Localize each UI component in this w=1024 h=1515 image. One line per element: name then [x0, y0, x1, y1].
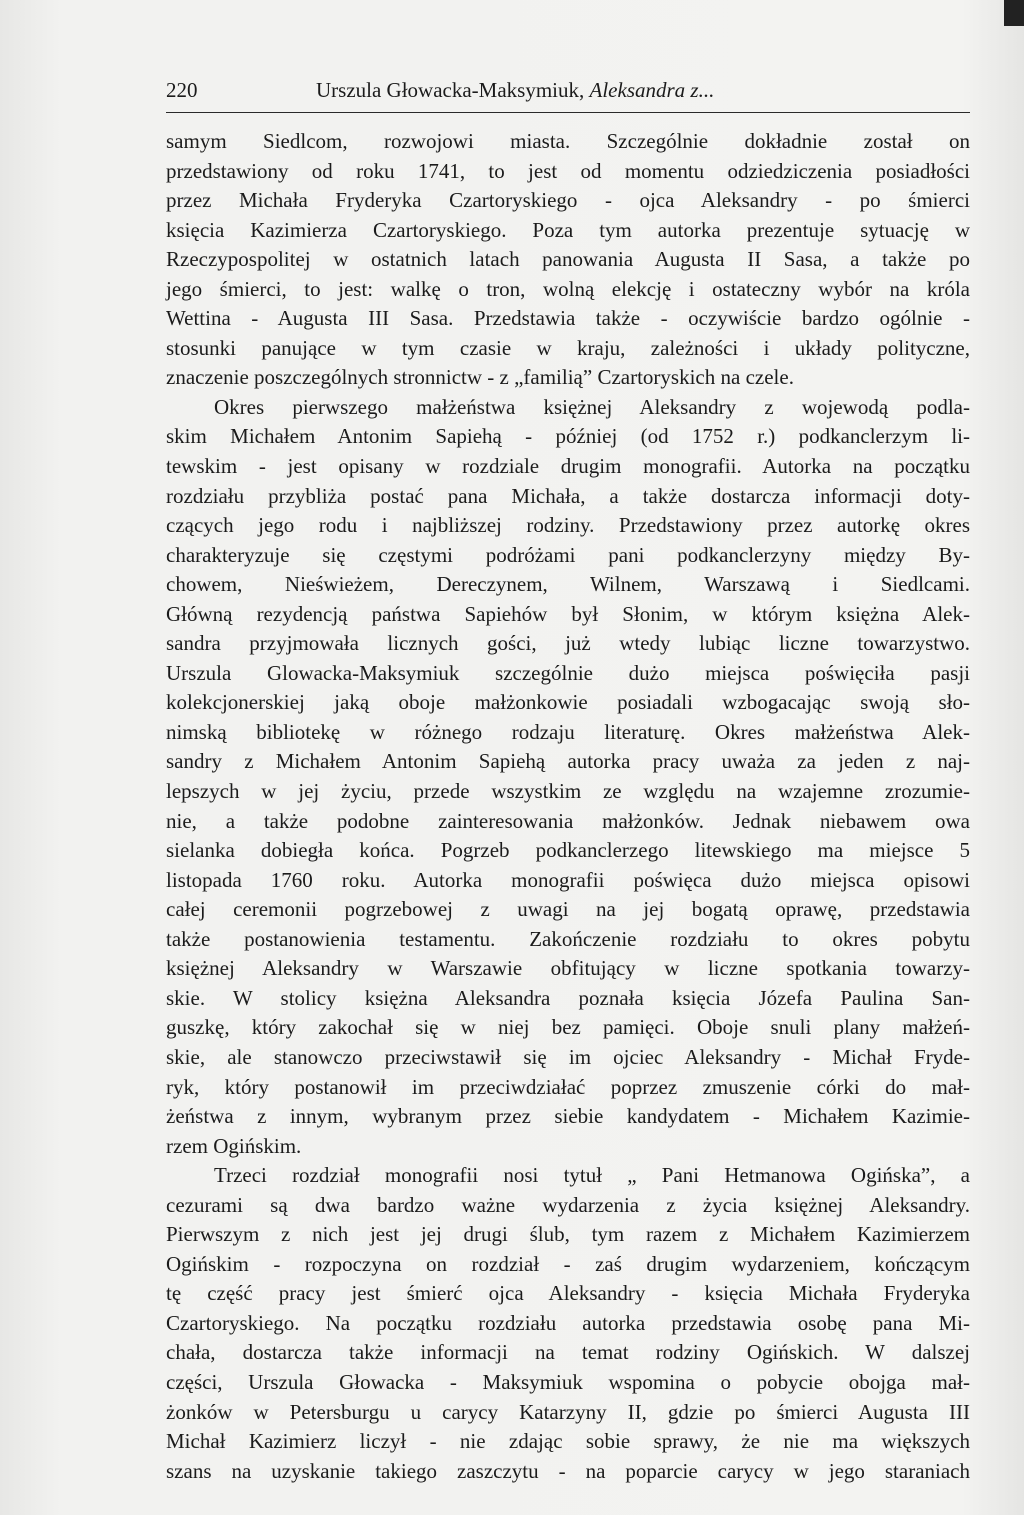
- text-line: całej ceremonii pogrzebowej z uwagi na jej bogatą oprawę, przedstawia: [166, 897, 970, 922]
- text-line: guszkę, który zakochał się w niej bez pamięci. Oboje snuli plany małżeń-: [166, 1015, 970, 1040]
- text-line: Trzeci rozdział monografii nosi tytuł „ Pani Hetmanowa Ogińska”, a: [214, 1163, 970, 1188]
- text-line: żonków w Petersburgu u carycy Katarzyny II, gdzie po śmierci Augusta III: [166, 1399, 970, 1424]
- text-line: kolekcjonerskiej jaką oboje małżonkowie posiadali wzbogacając swoją sło-: [166, 690, 970, 715]
- text-line: sandra przyjmowała licznych gości, już wtedy lubiąc liczne towarzystwo.: [166, 631, 970, 656]
- running-title: [316, 78, 714, 103]
- text-line: samym Siedlcom, rozwojowi miasta. Szczególnie dokładnie został on: [166, 129, 970, 153]
- text-line: skim Michałem Antonim Sapiehą - później (od 1752 r.) podkanclerzym li-: [166, 424, 970, 449]
- text-line: Czartoryskiego. Na początku rozdziału autorka przedstawia osobę pana Mi-: [166, 1310, 970, 1335]
- text-line: tę część pracy jest śmierć ojca Aleksandry - księcia Michała Fryderyka: [166, 1281, 970, 1306]
- header-book-title: Aleksandra z...: [589, 78, 715, 102]
- text-line: jego śmierci, to jest: walkę o tron, wolną elekcję i ostateczny wybór na króla: [166, 276, 970, 301]
- text-line: szans na uzyskanie takiego zaszczytu - na poparcie carycy w jego staraniach: [166, 1458, 970, 1483]
- text-line: czących jego rodu i najbliższej rodziny. Przedstawiony przez autorkę okres: [166, 513, 970, 538]
- scan-edge-shadow: [1004, 0, 1024, 26]
- text-line: części, Urszula Głowacka - Maksymiuk wspomina o pobycie obojga mał-: [166, 1369, 970, 1394]
- text-line: charakteryzuje się częstymi podróżami pani podkanclerzyny między By-: [166, 542, 970, 567]
- text-line: listopada 1760 roku. Autorka monografii poświęca dużo miejsca opisowi: [166, 867, 970, 892]
- text-line: Ogińskim - rozpoczyna on rozdział - zaś drugim wydarzeniem, kończącym: [166, 1251, 970, 1276]
- text-line: chowem, Nieświeżem, Dereczynem, Wilnem, Warszawą i Siedlcami.: [166, 572, 970, 597]
- text-line: skie. W stolicy księżna Aleksandra poznała księcia Józefa Paulina San-: [166, 985, 970, 1010]
- text-line: żeństwa z innym, wybranym przez siebie kandydatem - Michałem Kazimie-: [166, 1104, 970, 1129]
- text-line: Michał Kazimierz liczył - nie zdając sobie sprawy, że nie ma większych: [166, 1429, 970, 1454]
- text-line: chała, dostarcza także informacji na temat rodziny Ogińskich. W dalszej: [166, 1340, 970, 1365]
- header-author: Urszula Głowacka-Maksymiuk,: [316, 78, 585, 102]
- header-rule: [166, 112, 970, 113]
- text-line: Urszula Glowacka-Maksymiuk szczególnie dużo miejsca poświęciła pasji: [166, 660, 970, 685]
- text-line: sielanka dobiegła końca. Pogrzeb podkanclerzego litewskiego ma miejsce 5: [166, 838, 970, 863]
- text-line: rzem Ogińskim.: [166, 1133, 302, 1158]
- text-line: stosunki panujące w tym czasie w kraju, zależności i układy polityczne,: [166, 335, 970, 360]
- page-number: 220: [166, 78, 198, 102]
- text-line: ryk, który postanowił im przeciwdziałać poprzez zmuszenie córki do mał-: [166, 1074, 970, 1099]
- text-line: także postanowienia testamentu. Zakończenie rozdziału to okres pobytu: [166, 926, 970, 951]
- text-line: cezurami są dwa bardzo ważne wydarzenia z życia księżnej Aleksandry.: [166, 1192, 970, 1217]
- text-line: rozdziału przybliża postać pana Michała, a także dostarcza informacji doty-: [166, 483, 970, 508]
- text-line: księżnej Aleksandry w Warszawie obfitujący w liczne spotkania towarzy-: [166, 956, 970, 981]
- text-line: księcia Kazimierza Czartoryskiego. Poza tym autorka prezentuje sytuację w: [166, 217, 970, 242]
- text-line: lepszych w jej życiu, przede wszystkim ze względu na wzajemne zrozumie-: [166, 779, 970, 804]
- running-header: [166, 78, 970, 108]
- text-line: Wettina - Augusta III Sasa. Przedstawia także - oczywiście bardzo ogólnie -: [166, 306, 970, 331]
- text-line: znaczenie poszczególnych stronnictw - z „familią” Czartoryskich na czele.: [166, 365, 794, 390]
- text-line: sandry z Michałem Antonim Sapiehą autorka pracy uważa za jeden z naj-: [166, 749, 970, 774]
- text-line: Rzeczypospolitej w ostatnich latach panowania Augusta II Sasa, a także po: [166, 247, 970, 272]
- body-text: [166, 127, 970, 1486]
- text-line: przez Michała Fryderyka Czartoryskiego - ojca Aleksandry - po śmierci: [166, 188, 970, 213]
- text-line: Główną rezydencją państwa Sapiehów był Słonim, w którym księżna Alek-: [166, 601, 970, 626]
- text-line: Okres pierwszego małżeństwa księżnej Aleksandry z wojewodą podla-: [214, 394, 970, 419]
- text-line: nie, a także podobne zainteresowania małżonków. Jednak niebawem owa: [166, 808, 970, 833]
- text-line: przedstawiony od roku 1741, to jest od momentu odziedziczenia posiadłości: [166, 158, 970, 183]
- text-line: tewskim - jest opisany w rozdziale drugim monografii. Autorka na początku: [166, 454, 970, 479]
- text-line: skie, ale stanowczo przeciwstawił się im ojciec Aleksandry - Michał Fryde-: [166, 1044, 970, 1069]
- text-line: nimską bibliotekę w różnego rodzaju literaturę. Okres małżeństwa Alek-: [166, 719, 970, 744]
- text-line: Pierwszym z nich jest jej drugi ślub, tym razem z Michałem Kazimierzem: [166, 1222, 970, 1247]
